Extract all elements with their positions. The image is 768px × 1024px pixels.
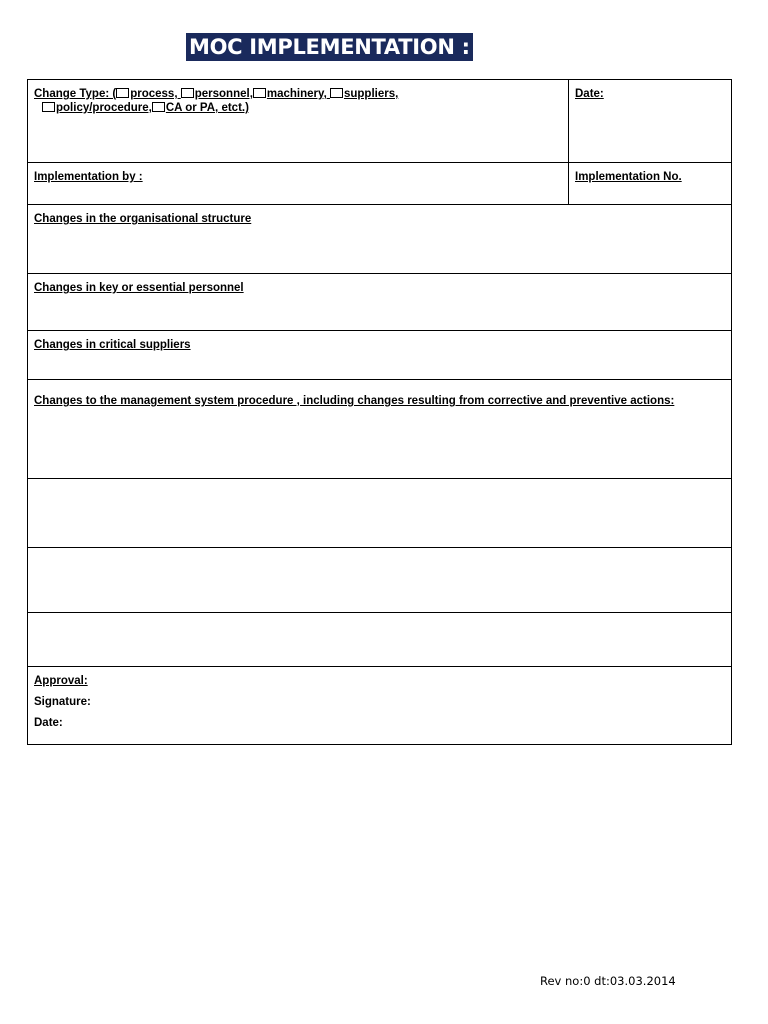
implementation-no-label: Implementation No. [575,171,682,183]
implementation-no-cell[interactable] [569,163,732,205]
management-system-row [28,380,732,479]
blank-row-1 [28,479,732,548]
ca-or-pa-checkbox[interactable] [152,102,165,112]
critical-suppliers-cell[interactable] [28,331,732,380]
critical-suppliers-row [28,331,732,380]
key-personnel-label: Changes in key or essential personnel [34,282,244,294]
change-type-line-1 [34,87,562,101]
change-type-label: Change Type: ( [34,88,117,100]
policy-procedure-option-label: policy/procedure, [56,102,152,114]
key-personnel-cell[interactable] [28,274,732,331]
blank-row-3 [28,613,732,667]
approval-row [28,667,732,745]
policy-procedure-checkbox[interactable] [42,102,55,112]
suppliers-option-label: suppliers, [343,88,399,100]
moc-form [27,79,732,745]
date-cell[interactable] [569,80,732,163]
personnel-checkbox[interactable] [181,88,194,98]
page-title: MOC IMPLEMENTATION : [186,33,473,61]
approval-label: Approval: [34,675,88,687]
suppliers-checkbox[interactable] [330,88,343,98]
machinery-checkbox[interactable] [253,88,266,98]
revision-footer: Rev no:0 dt:03.03.2014 [540,974,676,988]
process-option-label: process, [130,88,178,100]
implementation-by-label: Implementation by : [34,171,143,183]
blank-cell-3[interactable] [28,613,732,667]
change-type-line-2 [34,101,562,115]
blank-cell-2[interactable] [28,548,732,613]
management-system-cell[interactable] [28,380,732,479]
process-checkbox[interactable] [116,88,129,98]
approval-cell[interactable] [28,667,732,745]
change-type-row [28,80,732,163]
critical-suppliers-label: Changes in critical suppliers [34,339,191,351]
management-system-label: Changes to the management system procedure , including changes resulting from corrective and preventive actions: [34,395,675,407]
org-structure-row [28,205,732,274]
org-structure-label: Changes in the organisational structure [34,213,252,225]
ca-or-pa-option-label: CA or PA, etct.) [165,102,249,114]
implementation-by-cell[interactable] [28,163,569,205]
implementation-row [28,163,732,205]
signature-label: Signature: [34,696,91,708]
personnel-option-label: personnel, [194,88,253,100]
date-label: Date: [575,88,604,100]
approval-date-label: Date: [34,717,63,729]
machinery-option-label: machinery, [266,88,327,100]
key-personnel-row [28,274,732,331]
org-structure-cell[interactable] [28,205,732,274]
blank-row-2 [28,548,732,613]
change-type-cell [28,80,569,163]
blank-cell-1[interactable] [28,479,732,548]
